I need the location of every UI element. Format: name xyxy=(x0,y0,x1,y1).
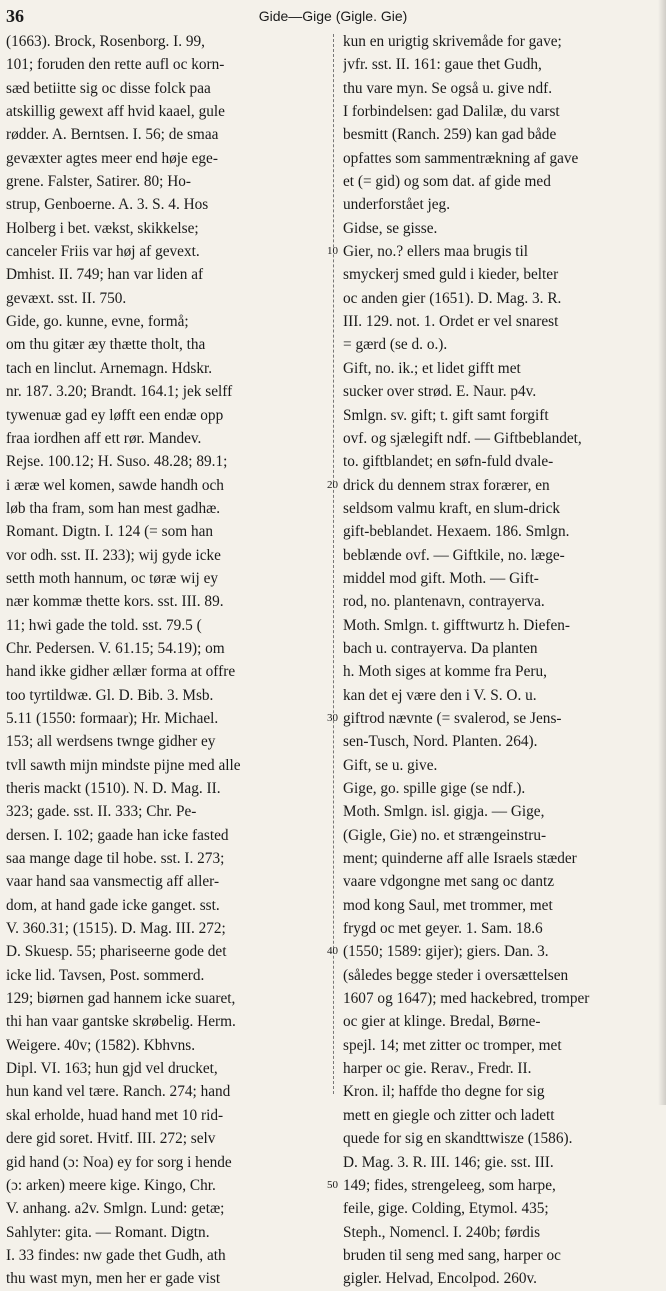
text-line: Gift, se u. give. xyxy=(343,756,438,774)
text-line: atskillig gewext aff hvid kaael, gule xyxy=(6,103,225,121)
text-line: Gide, go. kunne, evne, formå; xyxy=(6,313,189,331)
text-line: I forbindelsen: gad Dalilæ, du varst xyxy=(343,103,560,121)
text-line: underforstået jeg. xyxy=(343,196,451,214)
text-line: thi han vaar gantske skrøbelig. Herm. xyxy=(6,1013,236,1031)
margin-line-number: 20 xyxy=(327,478,338,491)
text-line: Gige, go. spille gige (se ndf.). xyxy=(343,780,526,797)
text-line: Gift, no. ik.; et lidet gifft met xyxy=(343,359,521,377)
text-line: Dipl. VI. 163; hun gjd vel drucket, xyxy=(6,1060,218,1078)
text-line: tach en linclut. Arnemagn. Hdskr. xyxy=(6,359,213,377)
text-line: Chr. Pedersen. V. 61.15; 54.19); om xyxy=(6,639,225,657)
text-line: gevæxter agtes meer end høje ege- xyxy=(6,149,218,167)
text-line: Holberg i bet. vækst, skikkelse; xyxy=(6,219,199,237)
text-line: dersen. I. 102; gaade han icke fasted xyxy=(6,826,229,844)
text-line: ovf. og sjælegift ndf. — Giftbeblandet, xyxy=(343,429,582,447)
text-line: jvfr. sst. II. 161: gaue thet Gudh, xyxy=(343,56,542,74)
text-line: sucker over strød. E. Naur. p4v. xyxy=(343,383,537,401)
text-line: thu vare myn. Se også u. give ndf. xyxy=(343,79,553,97)
text-line: quede for sig en skandttwisze (1586). xyxy=(343,1130,573,1148)
page-edge-shadow xyxy=(658,0,666,1105)
text-line: saa mange dage til hobe. sst. I. 273; xyxy=(6,850,225,868)
text-line: spejl. 14; met zitter oc tromper, met xyxy=(343,1036,562,1054)
text-line: (således begge steder i oversættelsen xyxy=(343,966,569,984)
text-line: h. Moth siges at komme fra Peru, xyxy=(343,663,547,681)
text-line: 153; all werdsens twnge gidher ey xyxy=(6,733,216,751)
text-line: et (= gid) og som dat. af gide med xyxy=(343,173,551,191)
text-line: Gier, no.? ellers maa brugis til xyxy=(343,243,529,261)
text-line: canceler Friis var høj af gevext. xyxy=(6,243,200,261)
text-line: giftrod nævnte (= svalerod, se Jens- xyxy=(343,709,562,727)
text-line: kun en urigtig skrivemåde for gave; xyxy=(343,33,562,50)
text-line: gigler. Helvad, Encolpod. 260v. xyxy=(343,1270,538,1288)
text-line: bach u. contrayerva. Da planten xyxy=(343,639,538,657)
text-line: oc gier at klinge. Bredal, Børne- xyxy=(343,1013,541,1031)
text-line: drick du dennem strax forærer, en xyxy=(343,476,550,494)
text-line: Sahlyter: gita. — Romant. Digtn. xyxy=(6,1223,210,1241)
text-line: D. Mag. 3. R. III. 146; gie. sst. III. xyxy=(343,1153,554,1171)
text-line: Rejse. 100.12; H. Suso. 48.28; 89.1; xyxy=(6,453,228,471)
margin-line-numbers xyxy=(327,30,343,1291)
text-line: gevæxt. sst. II. 750. xyxy=(6,289,127,307)
running-head: Gide—Gige (Gigle. Gie) xyxy=(258,8,408,24)
text-line: middel mod gift. Moth. — Gift- xyxy=(343,569,539,587)
margin-line-number: 50 xyxy=(327,1178,338,1191)
text-line: gift-beblandet. Hexaem. 186. Smlgn. xyxy=(343,523,570,541)
margin-line-number: 10 xyxy=(327,245,338,258)
text-line: bruden til seng med sang, harper oc xyxy=(343,1246,561,1264)
text-line: beblænde ovf. — Giftkile, no. læge- xyxy=(343,546,565,564)
text-line: Moth. Smlgn. isl. gigja. — Gige, xyxy=(343,803,545,821)
text-line: feile, gige. Colding, Etymol. 435; xyxy=(343,1200,549,1218)
left-column xyxy=(6,30,324,1291)
text-line: vor odh. sst. II. 233); wij gyde icke xyxy=(6,546,221,564)
text-line: fraa iordhen aff ett rør. Mandev. xyxy=(6,429,202,447)
text-line: D. Skuesp. 55; phariseerne gode det xyxy=(6,943,227,961)
text-line: harper oc gie. Rerav., Fredr. II. xyxy=(343,1060,532,1078)
text-line: løb tha fram, som han mest gadhæ. xyxy=(6,499,221,517)
text-line: tvll sawth mijn mindste pijne med alle xyxy=(6,756,241,774)
text-line: ment; quinderne aff alle Israels stæder xyxy=(343,850,577,868)
text-line: 323; gade. sst. II. 333; Chr. Pe- xyxy=(6,803,197,821)
margin-line-number: 30 xyxy=(327,711,338,724)
text-line: strup, Genboerne. A. 3. S. 4. Hos xyxy=(6,196,209,214)
text-line: V. anhang. a2v. Smlgn. Lund: getæ; xyxy=(6,1200,225,1218)
text-line: nær kommæ thette kors. sst. III. 89. xyxy=(6,593,224,611)
text-line: Moth. Smlgn. t. gifftwurtz h. Diefen- xyxy=(343,616,571,634)
text-line: skal erholde, huad hand met 10 rid- xyxy=(6,1106,224,1124)
text-line: 129; biørnen gad hannem icke suaret, xyxy=(6,990,236,1008)
text-line: V. 360.31; (1515). D. Mag. III. 272; xyxy=(6,920,226,938)
text-line: hand ikke gidher ællær forma at offre xyxy=(6,663,236,681)
text-line: setth moth hannum, oc tøræ wij ey xyxy=(6,569,219,587)
text-line: mod kong Saul, met trommer, met xyxy=(343,896,553,914)
text-line: theris mackt (1510). N. D. Mag. II. xyxy=(6,780,221,797)
text-line: frygd oc met geyer. 1. Sam. 18.6 xyxy=(343,920,543,938)
text-line: mett en giegle och zitter och ladett xyxy=(343,1106,555,1124)
text-line: (1550; 1589: gijer); giers. Dan. 3. xyxy=(343,943,549,961)
text-line: seldsom valmu kraft, en slum-drick xyxy=(343,499,561,517)
text-line: I. 33 findes: nw gade thet Gudh, ath xyxy=(6,1246,226,1264)
margin-line-number: 40 xyxy=(327,945,338,958)
text-line: dere gid soret. Hvitf. III. 272; selv xyxy=(6,1130,216,1148)
text-line: Romant. Digtn. I. 124 (= som han xyxy=(6,523,214,541)
text-line: 101; foruden den rette aufl oc korn- xyxy=(6,56,225,74)
text-line: sen-Tusch, Nord. Planten. 264). xyxy=(343,733,538,751)
text-line: Weigere. 40v; (1582). Kbhvns. xyxy=(6,1036,196,1054)
text-line: gid hand (ɔ: Noa) ey for sorg i hende xyxy=(6,1153,232,1171)
text-line: dom, at hand gade icke ganget. sst. xyxy=(6,896,220,914)
text-line: i æræ wel komen, sawde handh och xyxy=(6,476,224,494)
page-header xyxy=(0,4,666,30)
text-line: rødder. A. Berntsen. I. 56; de smaa xyxy=(6,126,219,144)
text-line: icke lid. Tavsen, Post. sommerd. xyxy=(6,966,205,984)
text-line: vaare vdgongne met sang oc dantz xyxy=(343,873,555,891)
text-line: kan det ej være den i V. S. O. u. xyxy=(343,686,537,704)
text-line: Steph., Nomencl. I. 240b; førdis xyxy=(343,1223,541,1241)
text-line: (ɔ: arken) meere kige. Kingo, Chr. xyxy=(6,1176,216,1194)
text-line: tywenuæ gad ey løfft een endæ opp xyxy=(6,406,224,424)
text-line: Dmhist. II. 749; han var liden af xyxy=(6,266,204,284)
text-line: III. 129. not. 1. Ordet er vel snarest xyxy=(343,313,559,331)
text-line: (1663). Brock, Rosenborg. I. 99, xyxy=(6,33,205,50)
text-line: nr. 187. 3.20; Brandt. 164.1; jek selff xyxy=(6,383,233,401)
text-line: om thu gitær æy thætte tholt, tha xyxy=(6,336,206,354)
text-line: 149; fides, strengeleeg, som harpe, xyxy=(343,1176,556,1194)
text-line: thu wast myn, men her er gade vist xyxy=(6,1270,221,1288)
text-line: hun kand vel tære. Ranch. 274; hand xyxy=(6,1083,231,1101)
text-line: grene. Falster, Satirer. 80; Ho- xyxy=(6,173,192,191)
right-column xyxy=(343,30,661,1291)
text-line: opfattes som sammentrækning af gave xyxy=(343,149,579,167)
page-number: 36 xyxy=(6,6,24,26)
text-line: vaar hand saa vansmectig aff aller- xyxy=(6,873,220,891)
text-line: to. giftblandet; en søfn-fuld dvale- xyxy=(343,453,554,471)
text-line: (Gigle, Gie) no. et strængeinstru- xyxy=(343,826,547,844)
text-line: 5.11 (1550: formaar); Hr. Michael. xyxy=(6,709,219,727)
text-line: = gærd (se d. o.). xyxy=(343,336,448,354)
text-line: 11; hwi gade the told. sst. 79.5 ( xyxy=(6,616,202,634)
text-line: besmitt (Ranch. 259) kan gad både xyxy=(343,126,557,144)
text-line: smyckerj smed guld i kieder, belter xyxy=(343,266,559,284)
text-line: Kron. il; haffde tho degne for sig xyxy=(343,1083,545,1101)
text-line: 1607 og 1647); med hackebred, tromper xyxy=(343,990,590,1008)
text-line: sæd betiitte sig oc disse folck paa xyxy=(6,79,211,97)
text-line: rod, no. plantenavn, contrayerva. xyxy=(343,593,545,611)
text-line: oc anden gier (1651). D. Mag. 3. R. xyxy=(343,289,562,307)
text-line: Smlgn. sv. gift; t. gift samt forgift xyxy=(343,406,549,424)
text-line: too tyrtildwæ. Gl. D. Bib. 3. Msb. xyxy=(6,686,214,704)
text-line: Gidse, se gisse. xyxy=(343,219,438,237)
